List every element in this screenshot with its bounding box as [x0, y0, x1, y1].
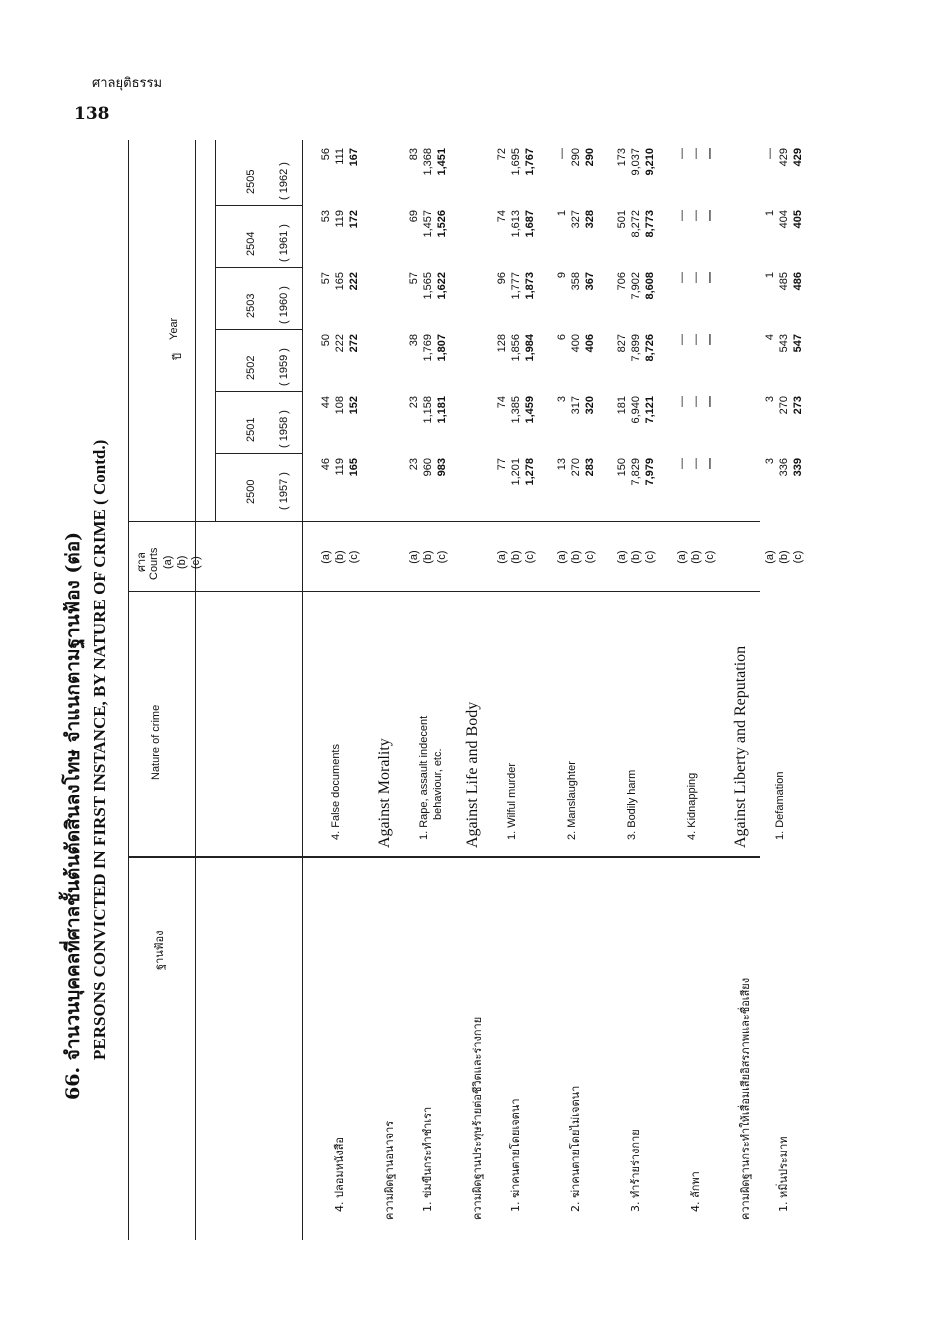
table-cell: —	[556, 148, 568, 159]
court-code: (b)	[690, 550, 702, 564]
year-ad-2500: ( 1957 )	[278, 472, 290, 510]
table-cell: 8,272	[630, 210, 642, 238]
court-code: (c)	[436, 550, 448, 564]
year-be-2502: 2502	[245, 355, 257, 380]
table-cell: 543	[778, 334, 790, 353]
table-cell: 1,856	[510, 334, 522, 362]
table-cell: 57	[320, 272, 332, 285]
table-cell: 167	[348, 148, 360, 167]
table-cell: 9,210	[644, 148, 656, 176]
table-cell: 486	[792, 272, 804, 291]
title-thai-contd: (ต่อ)	[62, 531, 84, 574]
row-label-thai: 4. ปลอมหนังสือ	[333, 1136, 346, 1212]
table-cell: 400	[570, 334, 582, 353]
row-label-thai: 1. หมิ่นประมาท	[777, 1136, 790, 1212]
court-code: (a)	[408, 550, 420, 564]
table-cell: —	[704, 210, 716, 221]
table-cell: 336	[778, 458, 790, 477]
row-label-english: 3. Bodily harm	[626, 769, 638, 840]
table-cell: —	[690, 396, 702, 407]
table-cell: 1,767	[524, 148, 536, 176]
year-be-2501: 2501	[245, 417, 257, 442]
header-charge-thai: ฐานฟ้อง	[153, 930, 166, 970]
table-cell: 1,873	[524, 272, 536, 300]
court-code: (c)	[524, 550, 536, 564]
table-cell: 13	[556, 458, 568, 471]
table-cell: 77	[496, 458, 508, 471]
table-cell: 96	[496, 272, 508, 285]
table-cell: 165	[348, 458, 360, 477]
title-thai-text: จำนวนบุคคลที่ศาลชั้นต้นตัดสินลงโทษ จำแนกตามฐานฟ้อง	[62, 580, 84, 1061]
row-label-thai: ความผิดฐานอนาจาร	[383, 1120, 396, 1220]
table-cell: 1	[556, 210, 568, 217]
table-cell: 165	[334, 272, 346, 291]
table-cell: —	[704, 272, 716, 283]
year-ad-2503: ( 1960 )	[278, 286, 290, 324]
header-nature-of-crime: Nature of crime	[150, 704, 162, 780]
table-cell: —	[676, 334, 688, 345]
running-head: ศาลยุติธรรม	[92, 76, 163, 91]
row-label-thai: 2. ฆ่าคนตายโดยไม่เจตนา	[569, 1085, 582, 1212]
row-label-english: Against Life and Body	[464, 701, 481, 848]
table-cell: 152	[348, 396, 360, 415]
year-be-2503: 2503	[245, 293, 257, 318]
table-cell: 72	[496, 148, 508, 161]
table-cell: 358	[570, 272, 582, 291]
table-cell: 1,158	[422, 396, 434, 424]
court-code: (a)	[556, 550, 568, 564]
court-code: (c)	[704, 550, 716, 564]
table-cell: 547	[792, 334, 804, 353]
table-cell: 827	[616, 334, 628, 353]
table-cell: 173	[616, 148, 628, 167]
table-cell: 328	[584, 210, 596, 229]
court-code: (c)	[644, 550, 656, 564]
table-cell: 23	[408, 396, 420, 409]
court-code: (a)	[616, 550, 628, 564]
table-cell: 56	[320, 148, 332, 161]
table-cell: 1	[764, 272, 776, 279]
table-cell: 9	[556, 272, 568, 279]
table-cell: —	[676, 210, 688, 221]
row-label-english-cont: behaviour, etc.	[432, 748, 444, 820]
table-cell: 7,899	[630, 334, 642, 362]
row-label-english: 1. Defamation	[774, 771, 786, 840]
year-ad-2505: ( 1962 )	[278, 162, 290, 200]
table-cell: 23	[408, 458, 420, 471]
table-cell: 3	[764, 396, 776, 403]
rotated-table-sheet	[40, 140, 804, 1240]
table-cell: 6	[556, 334, 568, 341]
table-cell: 3	[556, 396, 568, 403]
table-cell: 1,807	[436, 334, 448, 362]
table-cell: 74	[496, 210, 508, 223]
table-cell: 983	[436, 458, 448, 477]
table-cell: 222	[334, 334, 346, 353]
title-english-contd: ( Contd.)	[90, 439, 109, 505]
table-cell: 222	[348, 272, 360, 291]
table-cell: 1	[764, 210, 776, 217]
table-cell: 1,278	[524, 458, 536, 486]
table-cell: 181	[616, 396, 628, 415]
court-code: (c)	[584, 550, 596, 564]
table-cell: 1,777	[510, 272, 522, 300]
table-cell: 119	[334, 210, 346, 228]
table-cell: 1,368	[422, 148, 434, 176]
table-cell: 1,459	[524, 396, 536, 424]
court-code: (a)	[764, 550, 776, 564]
table-cell: 150	[616, 458, 628, 477]
table-cell: 1,201	[510, 458, 522, 486]
court-code: (a)	[320, 550, 332, 564]
row-label-english: Against Liberty and Reputation	[732, 645, 749, 848]
table-cell: 6,940	[630, 396, 642, 424]
table-cell: 7,902	[630, 272, 642, 300]
table-cell: 290	[570, 148, 582, 167]
table-cell: 38	[408, 334, 420, 347]
header-year-thai: ปี	[171, 353, 184, 360]
row-label-thai: ความผิดฐานประทุษร้ายต่อชีวิตและร่างกาย	[471, 1016, 484, 1220]
row-label-english: 2. Manslaughter	[566, 761, 578, 840]
header-bottom-rule	[302, 140, 303, 1240]
table-cell: 7,979	[644, 458, 656, 486]
table-cell: 74	[496, 396, 508, 409]
table-cell: 1,457	[422, 210, 434, 238]
table-cell: 128	[496, 334, 508, 353]
table-cell: —	[690, 148, 702, 159]
court-code: (c)	[348, 550, 360, 564]
table-cell: 4	[764, 334, 776, 341]
year-divider	[215, 267, 302, 268]
table-cell: 317	[570, 396, 582, 415]
table-cell: 404	[778, 210, 790, 229]
table-cell: 119	[334, 458, 346, 476]
table-cell: 1,613	[510, 210, 522, 238]
row-label-thai: 1. ฆ่าคนตายโดยเจตนา	[509, 1098, 522, 1212]
table-cell: —	[676, 148, 688, 159]
court-code: (b)	[510, 550, 522, 564]
table-cell: 1,526	[436, 210, 448, 238]
table-cell: 69	[408, 210, 420, 223]
table-cell: —	[690, 334, 702, 345]
table-cell: —	[676, 396, 688, 407]
court-code: (a)	[496, 550, 508, 564]
table-cell: —	[690, 272, 702, 283]
column-divider-years	[128, 521, 760, 522]
table-cell: 706	[616, 272, 628, 291]
table-cell: —	[704, 148, 716, 159]
table-title-english	[90, 440, 110, 1060]
table-top-rule	[128, 140, 129, 1240]
table-cell: 272	[348, 334, 360, 353]
row-label-thai: 1. ข่มขืนกระทำชำเรา	[421, 1106, 434, 1212]
row-label-english: Against Morality	[376, 738, 393, 848]
table-cell: 1,181	[436, 396, 448, 424]
table-title-thai	[58, 532, 88, 1100]
header-courts: Courts	[148, 547, 160, 580]
title-english-text: PERSONS CONVICTED IN FIRST INSTANCE, BY NATURE OF CRIME	[90, 509, 109, 1060]
table-cell: —	[690, 210, 702, 221]
year-divider	[215, 205, 302, 206]
court-code: (b)	[334, 550, 346, 564]
year-be-2505: 2505	[245, 169, 257, 194]
table-cell: 960	[422, 458, 434, 477]
court-code: (c)	[792, 550, 804, 564]
table-cell: 1,385	[510, 396, 522, 424]
year-ad-2502: ( 1959 )	[278, 348, 290, 386]
table-cell: 283	[584, 458, 596, 477]
table-cell: 339	[792, 458, 804, 477]
table-cell: 7,829	[630, 458, 642, 486]
row-label-thai: ความผิดฐานกระทำให้เสื่อมเสียอิสรภาพและชื่อเสียง	[739, 977, 752, 1220]
table-cell: 8,608	[644, 272, 656, 300]
year-ad-2504: ( 1961 )	[278, 224, 290, 262]
row-label-english: 4. Kidnapping	[686, 772, 698, 840]
table-cell: —	[704, 458, 716, 469]
table-cell: 8,726	[644, 334, 656, 362]
table-cell: 8,773	[644, 210, 656, 238]
table-cell: 270	[778, 396, 790, 415]
table-cell: 108	[334, 396, 346, 415]
table-cell: 1,565	[422, 272, 434, 300]
court-code: (b)	[422, 550, 434, 564]
table-cell: 7,121	[644, 396, 656, 424]
page-number: 138	[74, 104, 110, 124]
row-label-thai: 3. ทำร้ายร่างกาย	[629, 1129, 642, 1212]
header-court-b: (b)	[176, 555, 188, 569]
table-cell: 406	[584, 334, 596, 353]
year-be-2500: 2500	[245, 479, 257, 504]
table-cell: 50	[320, 334, 332, 347]
year-ad-2501: ( 1958 )	[278, 410, 290, 448]
court-code: (b)	[570, 550, 582, 564]
table-cell: 270	[570, 458, 582, 477]
header-court-a: (a)	[162, 555, 174, 569]
year-be-2504: 2504	[245, 231, 257, 256]
header-rule-left	[195, 140, 196, 1240]
table-cell: —	[704, 396, 716, 407]
header-courts-thai: ศาล	[135, 552, 148, 572]
row-label-thai: 4. ลักพา	[689, 1171, 702, 1212]
table-cell: 53	[320, 210, 332, 223]
table-cell: 1,984	[524, 334, 536, 362]
table-cell: —	[764, 148, 776, 159]
table-cell: 273	[792, 396, 804, 415]
table-number: 66.	[62, 1066, 84, 1100]
header-court-c: (c)	[190, 556, 202, 569]
column-divider-nature	[128, 856, 760, 858]
row-label-english: 1. Wilful murder	[506, 762, 518, 840]
table-cell: 1,622	[436, 272, 448, 300]
table-cell: 429	[778, 148, 790, 167]
table-cell: 44	[320, 396, 332, 409]
table-cell: 405	[792, 210, 804, 229]
table-cell: 57	[408, 272, 420, 285]
court-code: (b)	[630, 550, 642, 564]
year-header-rule	[215, 140, 216, 522]
table-cell: 320	[584, 396, 596, 415]
table-cell: 1,769	[422, 334, 434, 362]
table-cell: —	[676, 458, 688, 469]
table-cell: 46	[320, 458, 332, 471]
year-divider	[215, 391, 302, 392]
year-divider	[215, 329, 302, 330]
court-code: (a)	[676, 550, 688, 564]
table-cell: 327	[570, 210, 582, 229]
table-cell: —	[676, 272, 688, 283]
table-cell: 1,451	[436, 148, 448, 176]
table-cell: 429	[792, 148, 804, 167]
year-divider	[215, 453, 302, 454]
table-cell: 290	[584, 148, 596, 167]
table-cell: 1,687	[524, 210, 536, 238]
row-label-english: 1. Rape, assault indecent	[418, 715, 430, 840]
table-cell: 3	[764, 458, 776, 465]
column-divider-courts	[128, 591, 760, 592]
table-cell: 9,037	[630, 148, 642, 176]
row-label-english: 4. False documents	[330, 744, 342, 840]
table-cell: 485	[778, 272, 790, 291]
table-cell: 172	[348, 210, 360, 229]
table-cell: 83	[408, 148, 420, 161]
table-cell: 111	[334, 148, 346, 165]
table-cell: 501	[616, 210, 628, 229]
table-cell: 367	[584, 272, 596, 291]
court-code: (b)	[778, 550, 790, 564]
table-cell: —	[690, 458, 702, 469]
table-cell: 1,695	[510, 148, 522, 176]
header-year: Year	[168, 317, 180, 340]
table-cell: —	[704, 334, 716, 345]
